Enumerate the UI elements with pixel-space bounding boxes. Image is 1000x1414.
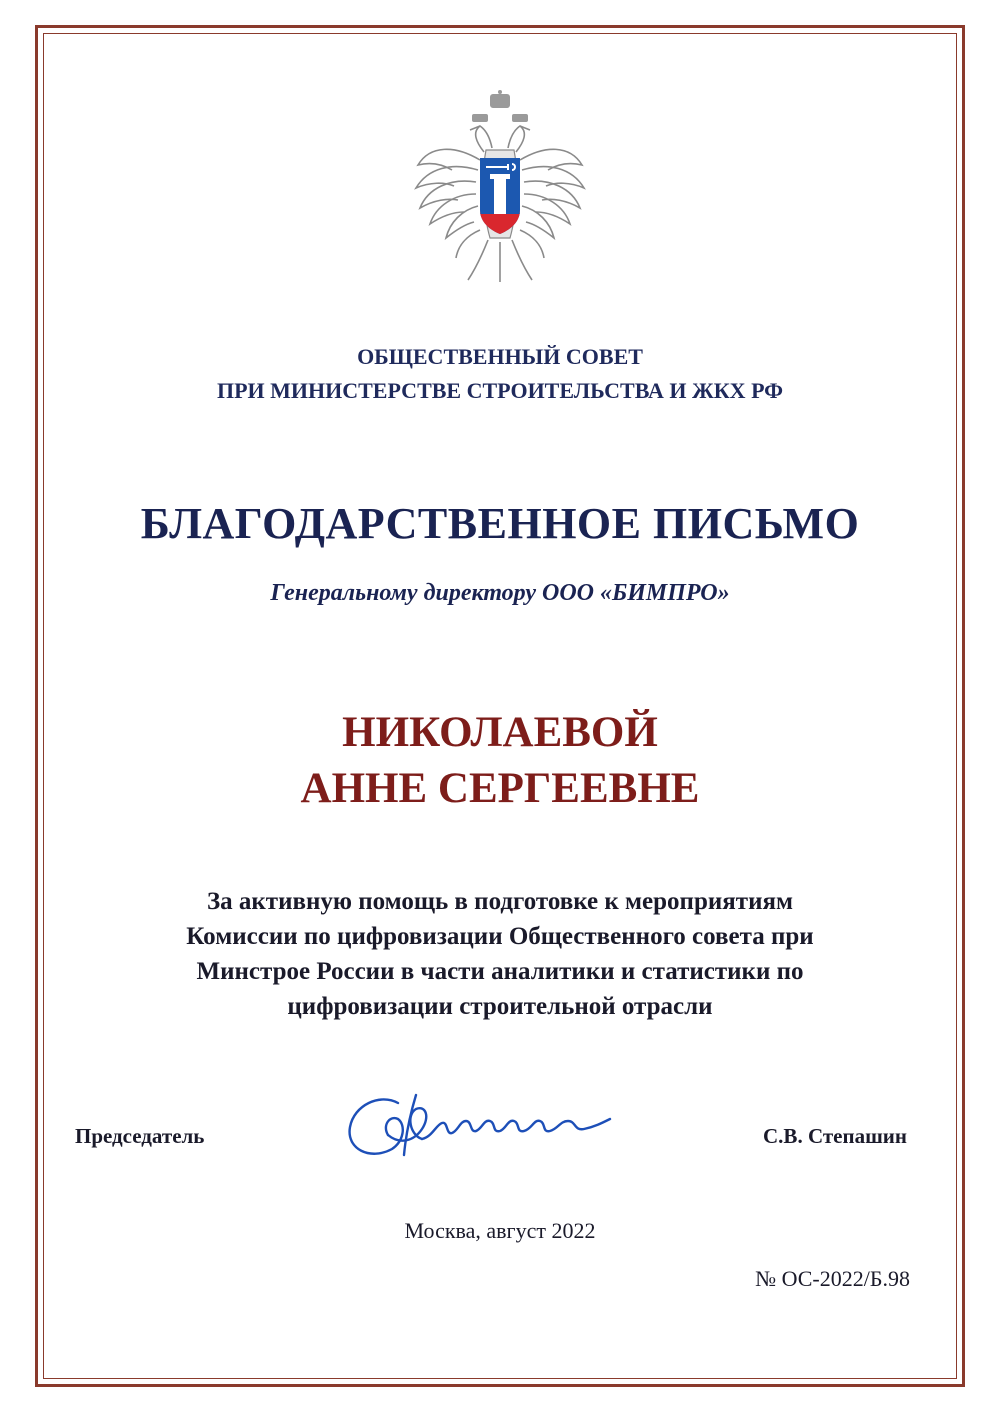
document-title: БЛАГОДАРСТВЕННОЕ ПИСЬМО [140,499,860,548]
reason-line: цифровизации строительной отрасли [287,993,713,1020]
council-name [0,340,1000,408]
addressee-position: Генеральному директору ООО «БИМПРО» [270,580,730,606]
signer-name: С.В. Степашин [763,1124,907,1148]
signer-role: Председатель [75,1124,205,1148]
reason-line: Минстрое России в части аналитики и статистики по [196,958,804,985]
place-and-date: Москва, август 2022 [404,1218,596,1243]
gratitude-reason [0,884,1000,1024]
council-line: ОБЩЕСТВЕННЫЙ СОВЕТ [357,344,643,369]
double-headed-eagle-icon [410,90,590,290]
council-line: ПРИ МИНИСТЕРСТВЕ СТРОИТЕЛЬСТВА И ЖКХ РФ [216,378,784,403]
recipient-name [0,705,1000,817]
reason-line: Комиссии по цифровизации Общественного совета при [186,923,814,950]
document-number: № ОС-2022/Б.98 [755,1266,910,1291]
recipient-given-name: АННЕ СЕРГЕЕВНЕ [300,765,700,812]
signature-icon [340,1075,630,1170]
recipient-surname: НИКОЛАЕВОЙ [342,709,658,756]
reason-line: За активную помощь в подготовке к мероприятиям [206,888,794,915]
